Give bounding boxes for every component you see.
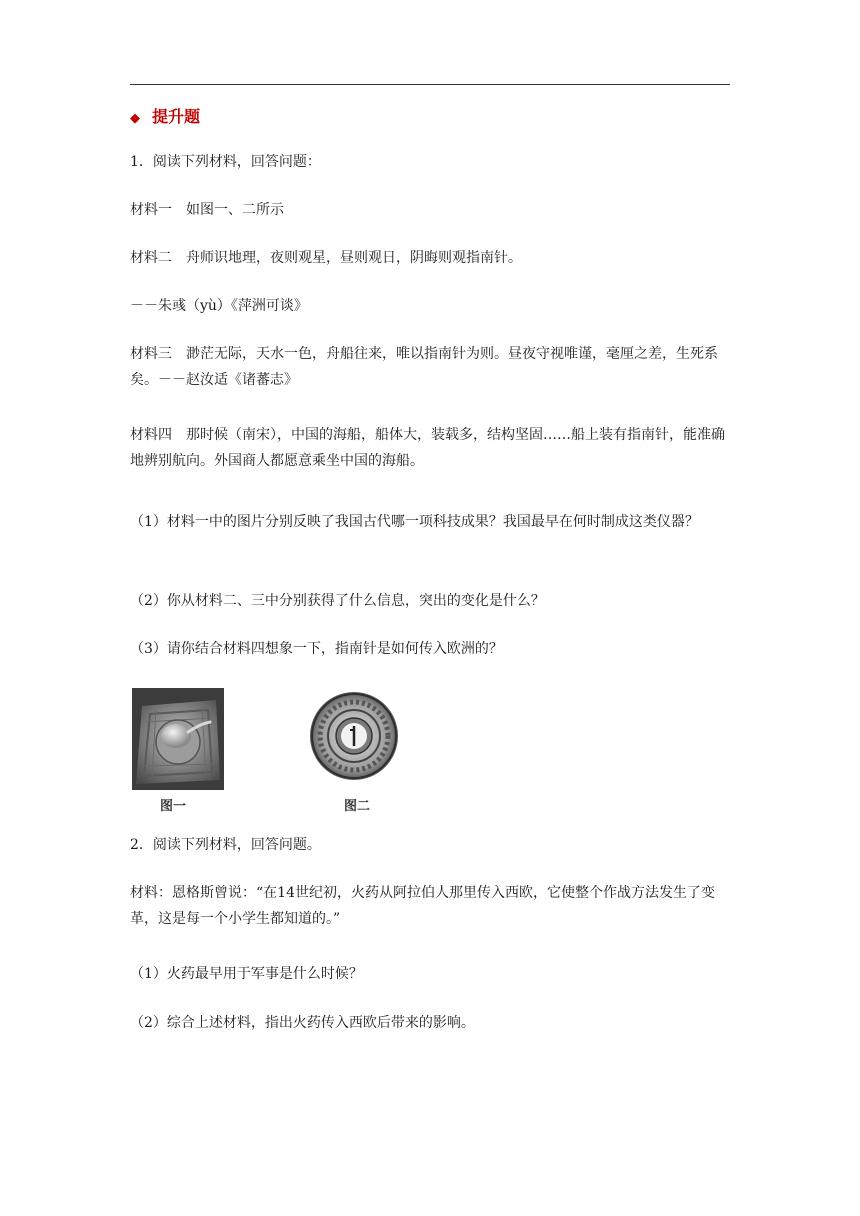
- q1-subquestion-3: （3）请你结合材料四想象一下，指南针是如何传入欧洲的？: [130, 641, 503, 657]
- q1-material-1: 材料一 如图一、二所示: [130, 202, 284, 218]
- figure-2-caption: 图二: [344, 799, 371, 814]
- q1-subquestion-1: （1）材料一中的图片分别反映了我国古代哪一项科技成果？我国最早在何时制成这类仪器？: [130, 514, 699, 530]
- sinan-compass-icon: [132, 688, 224, 790]
- q1-material-2-source: －－朱彧（yù）《萍洲可谈》: [130, 298, 308, 314]
- figure-2-compass-image: [308, 688, 400, 788]
- q1-intro: 1．阅读下列材料，回答问题：: [130, 154, 321, 170]
- section-heading: [130, 104, 200, 127]
- q1-material-4: 材料四 那时候（南宋），中国的海船，船体大，装载多，结构坚固……船上装有指南针，能准确地辨别航向。外国商人都愿意乘坐中国的海船。: [130, 427, 725, 469]
- figure-1-caption: 图一: [160, 799, 187, 814]
- q2-material: 材料：恩格斯曾说：“在14世纪初，火药从阿拉伯人那里传入西欧，它使整个作战方法发生了变革，这是每一个小学生都知道的。”: [130, 885, 715, 927]
- q2-subquestion-1: （1）火药最早用于军事是什么时候？: [130, 966, 363, 982]
- q1-subquestion-2: （2）你从材料二、三中分别获得了什么信息，突出的变化是什么？: [130, 593, 545, 609]
- figure-1-sinan-image: [132, 688, 224, 790]
- round-compass-icon: [308, 688, 400, 788]
- q1-material-3: 材料三 渺茫无际，天水一色，舟船往来，唯以指南针为则。昼夜守视唯谨，毫厘之差，生死系矣。－－赵汝适《诸蕃志》: [130, 346, 718, 388]
- q1-material-2: 材料二 舟师识地理，夜则观星，昼则观日，阴晦则观指南针。: [130, 250, 522, 266]
- q2-intro: 2．阅读下列材料，回答问题。: [130, 837, 321, 853]
- diamond-icon: ◆: [130, 111, 140, 126]
- section-title: 提升题: [152, 107, 201, 126]
- q2-subquestion-2: （2）综合上述材料，指出火药传入西欧后带来的影响。: [130, 1015, 475, 1031]
- header-rule: [130, 84, 730, 85]
